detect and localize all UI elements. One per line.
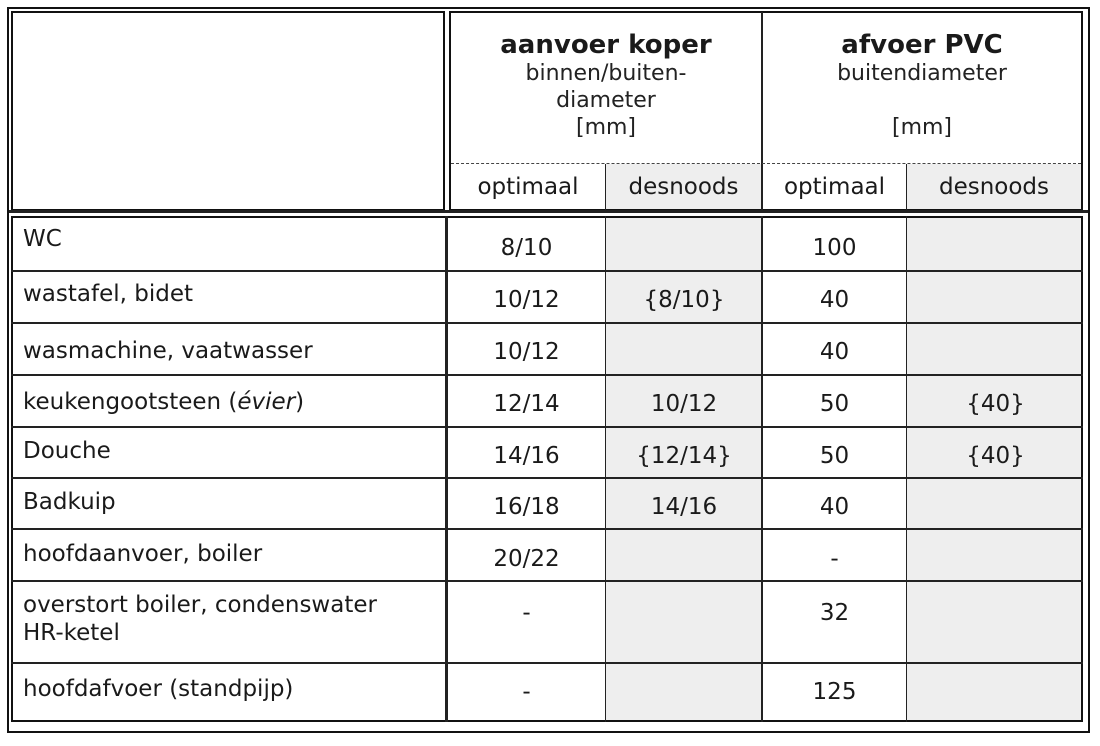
cell-copper-optimal: -	[522, 600, 531, 626]
row-label-washing-machine: wasmachine, vaatwasser	[23, 338, 313, 364]
cell-copper-optimal: 12/14	[493, 391, 560, 417]
cell-pvc-alternative	[908, 533, 1083, 585]
row-label-overflow-line2: HR-ketel	[23, 620, 120, 646]
cell-copper-alternative	[607, 533, 761, 585]
cell-copper-optimal: 20/22	[493, 546, 560, 572]
cell-copper-optimal: -	[522, 679, 531, 705]
row-label-washbasin: wastafel, bidet	[23, 281, 194, 307]
row-label-main-supply: hoofdaanvoer, boiler	[23, 541, 263, 567]
copper-title: aanvoer koper	[500, 30, 712, 60]
cell-pvc-optimal: 40	[819, 287, 850, 313]
cell-pvc-optimal: 32	[819, 600, 850, 626]
sub-header-copper-alternative: desnoods	[606, 164, 761, 209]
copper-group-header	[451, 14, 761, 164]
cell-copper-alternative: {8/10}	[643, 287, 725, 313]
copper-subtitle-2: diameter	[556, 88, 656, 113]
row-label-kitchen-sink-main: keukengootsteen (	[23, 389, 238, 415]
cell-pvc-alternative	[908, 481, 1083, 533]
row-label-bathtub: Badkuip	[23, 488, 116, 515]
sub-header-copper-optimal: optimaal	[477, 173, 579, 200]
cell-copper-optimal: 14/16	[493, 443, 560, 469]
cell-copper-alternative: 14/16	[650, 494, 718, 520]
body-divider-copper	[605, 216, 606, 722]
cell-pvc-optimal: 100	[812, 235, 857, 261]
sub-header-divider-1	[605, 164, 606, 210]
row-label-overflow-line1: overstort boiler, condenswater	[23, 592, 377, 618]
cell-copper-optimal: 16/18	[493, 494, 560, 520]
cell-copper-alternative	[607, 582, 761, 644]
header-empty-cell	[11, 11, 445, 211]
cell-copper-alternative: 10/12	[650, 391, 718, 417]
cell-copper-optimal: 10/12	[493, 339, 560, 365]
cell-pvc-alternative	[908, 222, 1083, 274]
cell-pvc-alternative	[908, 274, 1083, 326]
row-label-wc: WC	[23, 226, 62, 252]
copper-subtitle-1: binnen/buiten-	[525, 61, 687, 86]
row-label-main-drain: hoofdafvoer (standpijp)	[23, 676, 294, 702]
cell-pvc-optimal: 125	[812, 679, 857, 705]
cell-pvc-alternative	[908, 326, 1083, 378]
cell-copper-optimal: 10/12	[493, 287, 560, 313]
pvc-title: afvoer PVC	[841, 30, 1003, 60]
cell-copper-alternative: {12/14}	[636, 443, 732, 469]
copper-unit: [mm]	[575, 115, 637, 140]
sub-header-pvc-optimal: optimaal	[783, 173, 886, 200]
pvc-unit: [mm]	[891, 115, 953, 140]
cell-pvc-alternative: {40}	[966, 443, 1025, 469]
row-label-overflow	[11, 582, 445, 662]
sub-header-divider-2	[906, 164, 907, 210]
pvc-group-header	[763, 14, 1081, 164]
body-divider-pvc	[906, 216, 907, 722]
row-label-shower: Douche	[23, 437, 111, 464]
cell-pvc-alternative	[908, 664, 1083, 720]
cell-pvc-optimal: 50	[819, 443, 850, 469]
sub-header-pvc-alternative: desnoods	[907, 164, 1081, 209]
cell-pvc-optimal: 50	[819, 391, 850, 417]
row-label-kitchen-sink	[11, 376, 445, 426]
pvc-subtitle: buitendiameter	[837, 61, 1007, 86]
cell-pvc-optimal: -	[830, 546, 839, 572]
cell-pvc-alternative	[908, 582, 1083, 644]
cell-copper-alternative	[607, 664, 761, 720]
cell-pvc-alternative: {40}	[966, 391, 1025, 417]
cell-pvc-optimal: 40	[819, 494, 850, 520]
row-label-kitchen-sink-end: )	[295, 389, 305, 415]
row-label-kitchen-sink-italic: évier	[237, 389, 296, 415]
cell-pvc-optimal: 40	[819, 339, 850, 365]
header-body-separator	[9, 210, 1088, 213]
cell-copper-optimal: 8/10	[500, 235, 553, 261]
cell-copper-alternative	[607, 222, 761, 274]
cell-copper-alternative	[607, 326, 761, 378]
